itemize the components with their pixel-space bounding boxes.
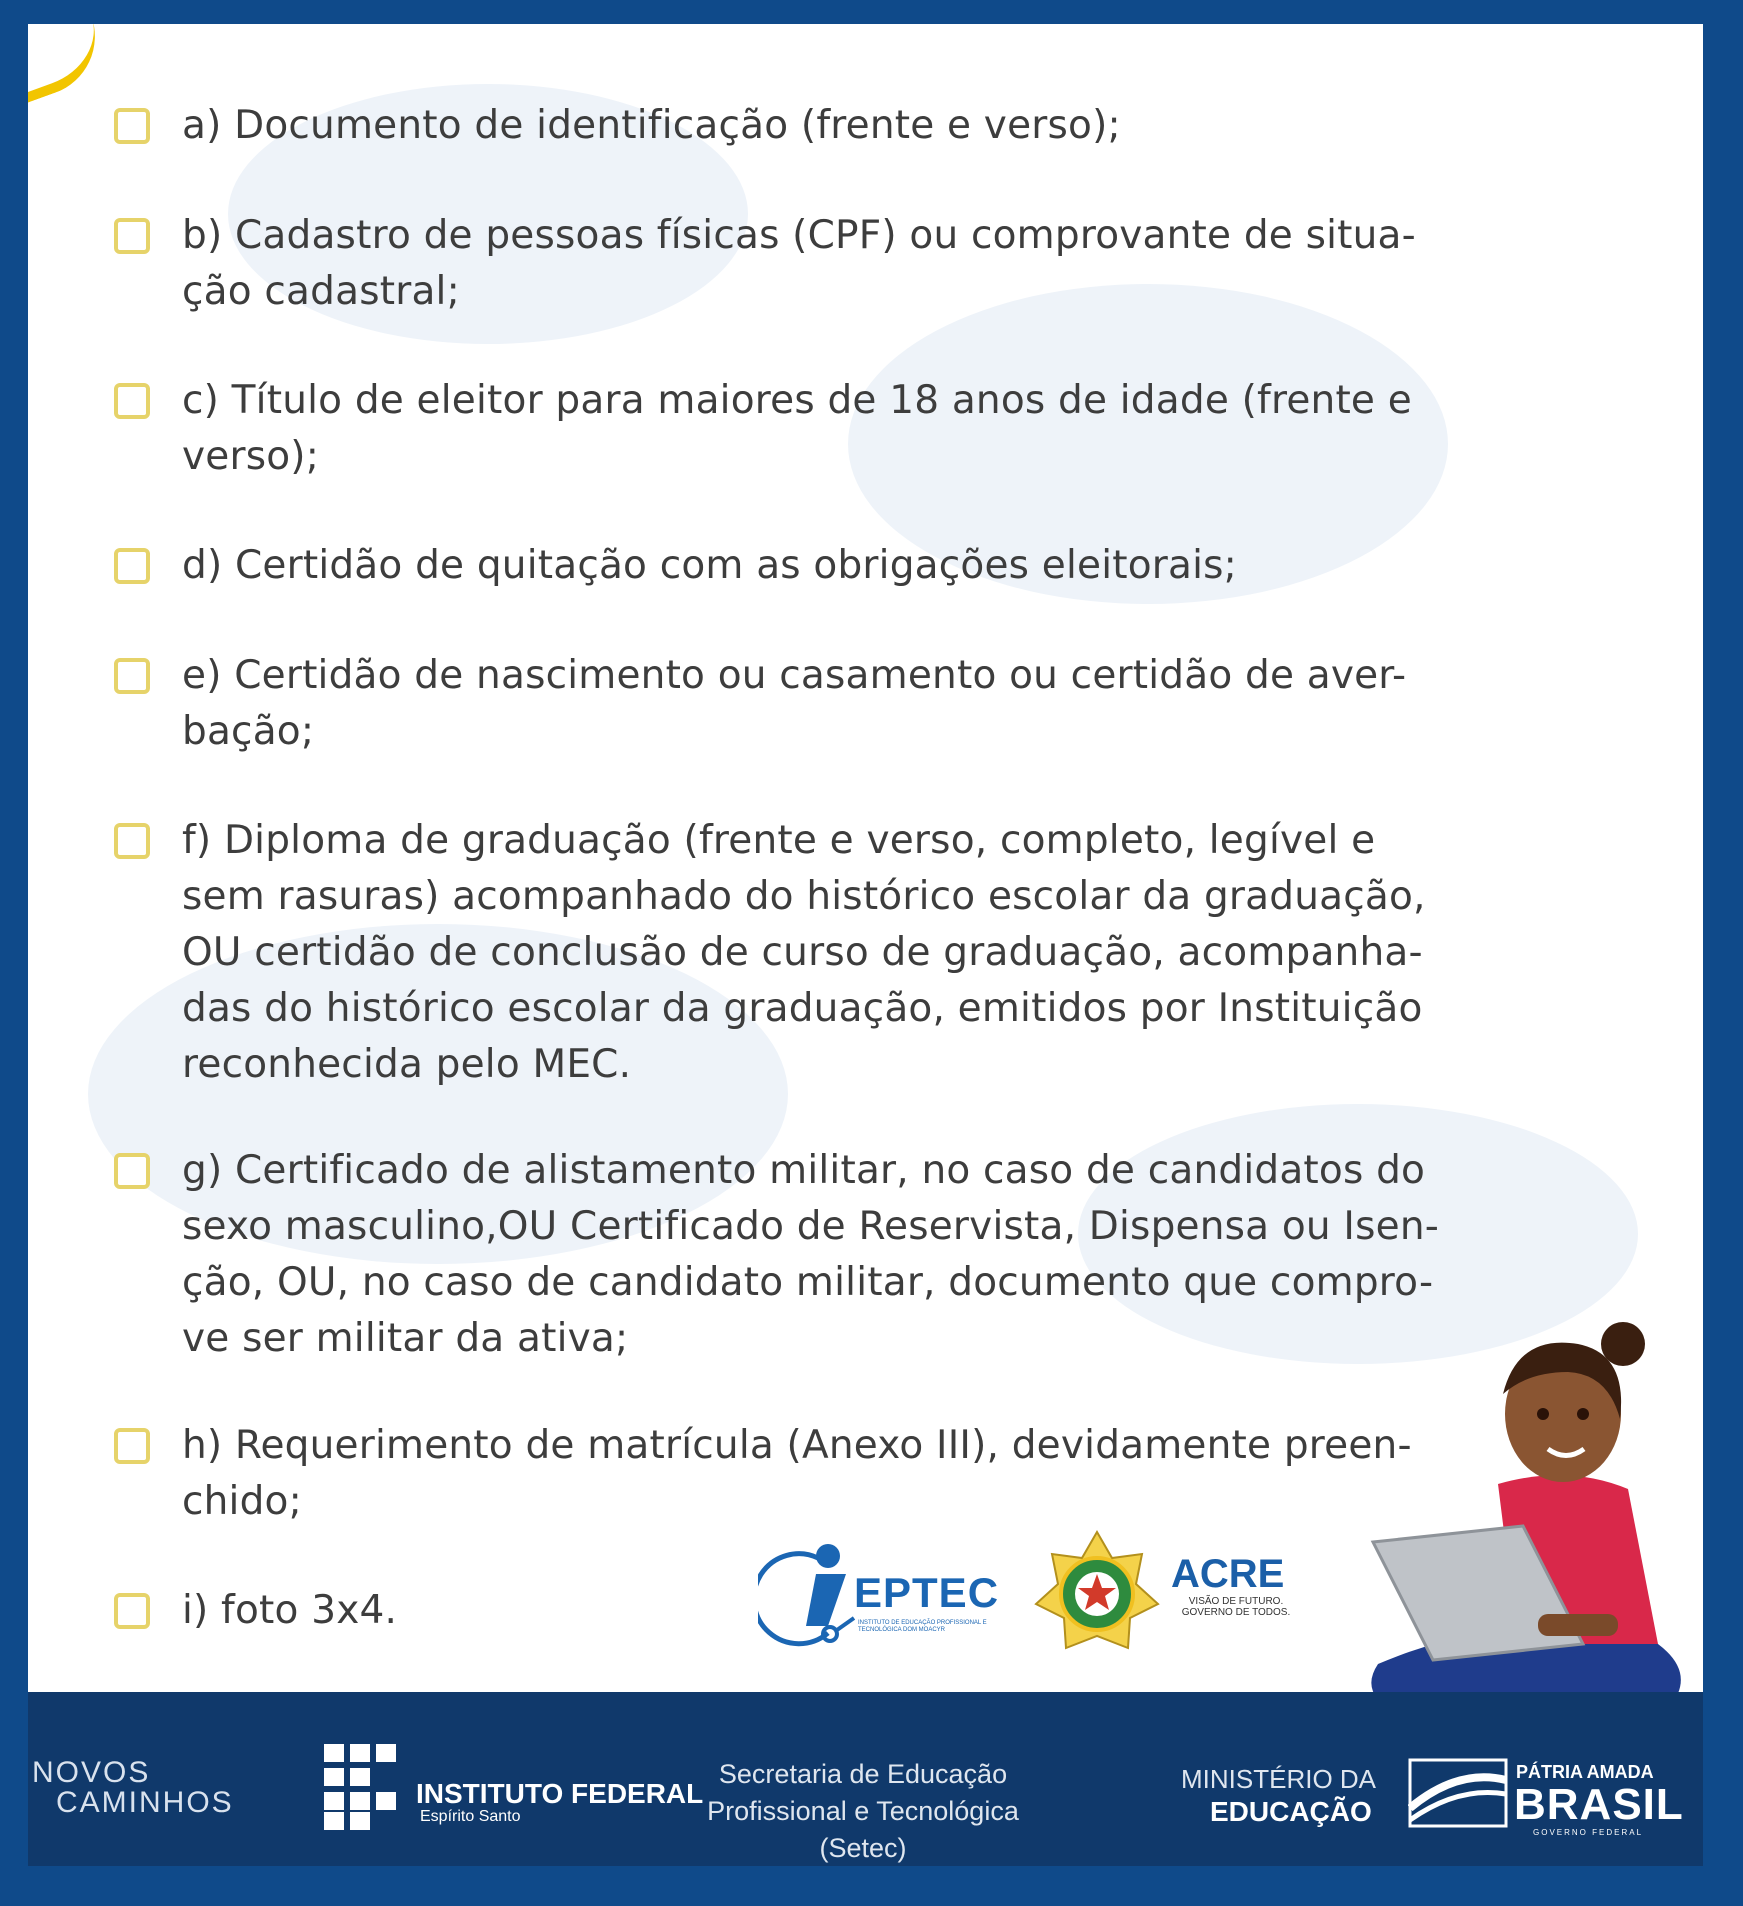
brasil-label: BRASIL (1514, 1780, 1684, 1829)
setec-label (698, 1756, 1028, 1866)
governo-federal-label: GOVERNO FEDERAL (1533, 1828, 1644, 1837)
checkbox[interactable] (114, 658, 150, 694)
student-illustration-icon (1338, 1314, 1703, 1744)
checkbox[interactable] (114, 108, 150, 144)
eptec-name: EPTEC (854, 1569, 1000, 1616)
checkbox[interactable] (114, 1593, 150, 1629)
checkbox[interactable] (114, 1153, 150, 1189)
corner-accent (28, 24, 112, 110)
brasil-flag-logo-icon (1408, 1758, 1508, 1828)
item-text: f) Diploma de graduação (frente e verso, completo, legível e sem rasuras) acompanhado do histórico escolar da graduação, OU certidão de conclusão de curso de graduação, acompanha- das do histórico escolar da graduação, emitidos por Instituição reconhecida pelo MEC. (182, 818, 1426, 1087)
checkbox[interactable] (114, 823, 150, 859)
acre-tagline: VISÃO DE FUTURO. GOVERNO DE TODOS. (1181, 1596, 1291, 1618)
item-text: b) Cadastro de pessoas físicas (CPF) ou comprovante de situa- ção cadastral; (182, 213, 1416, 314)
document-page (28, 24, 1703, 1866)
acre-coat-of-arms-icon (1032, 1528, 1162, 1658)
item-text: i) foto 3x4. (182, 1588, 398, 1633)
instituto-federal-logo-icon (324, 1744, 404, 1830)
setec-line2: Profissional e Tecnológica (707, 1796, 1019, 1826)
checkbox[interactable] (114, 383, 150, 419)
item-text: h) Requerimento de matrícula (Anexo III), devidamente preen- chido; (182, 1423, 1412, 1524)
checkbox[interactable] (114, 218, 150, 254)
instituto-federal-campus: Espírito Santo (420, 1808, 521, 1825)
footer-bar (28, 1692, 1703, 1866)
novos-caminhos-line2: CAMINHOS (56, 1786, 234, 1819)
ministerio-line1: MINISTÉRIO DA (1181, 1764, 1377, 1794)
item-text: g) Certificado de alistamento militar, no caso de candidatos do sexo masculino,OU Certificado de Reservista, Dispensa ou Isen- ção, OU, no caso de candidato militar, documento que compro- ve ser militar da ativa; (182, 1148, 1440, 1361)
checkbox[interactable] (114, 548, 150, 584)
item-text: a) Documento de identificação (frente e verso); (182, 103, 1121, 148)
item-text: d) Certidão de quitação com as obrigações eleitorais; (182, 543, 1238, 588)
patria-amada-label: PÁTRIA AMADA (1516, 1762, 1654, 1782)
item-text: c) Título de eleitor para maiores de 18 anos de idade (frente e verso); (182, 378, 1412, 479)
setec-line3: (Setec) (819, 1833, 907, 1863)
eptec-subtitle: INSTITUTO DE EDUCAÇÃO PROFISSIONAL E TECNOLÓGICA DOM MOACYR (858, 1620, 987, 1633)
item-text: e) Certidão de nascimento ou casamento ou certidão de aver- bação; (182, 653, 1407, 754)
setec-line1: Secretaria de Educação (718, 1759, 1008, 1789)
ministerio-line2: EDUCAÇÃO (1210, 1796, 1372, 1827)
acre-name: ACRE (1171, 1552, 1285, 1596)
checkbox[interactable] (114, 1428, 150, 1464)
instituto-federal-name: INSTITUTO FEDERAL (416, 1778, 704, 1809)
novos-caminhos-line1: NOVOS (32, 1756, 151, 1789)
